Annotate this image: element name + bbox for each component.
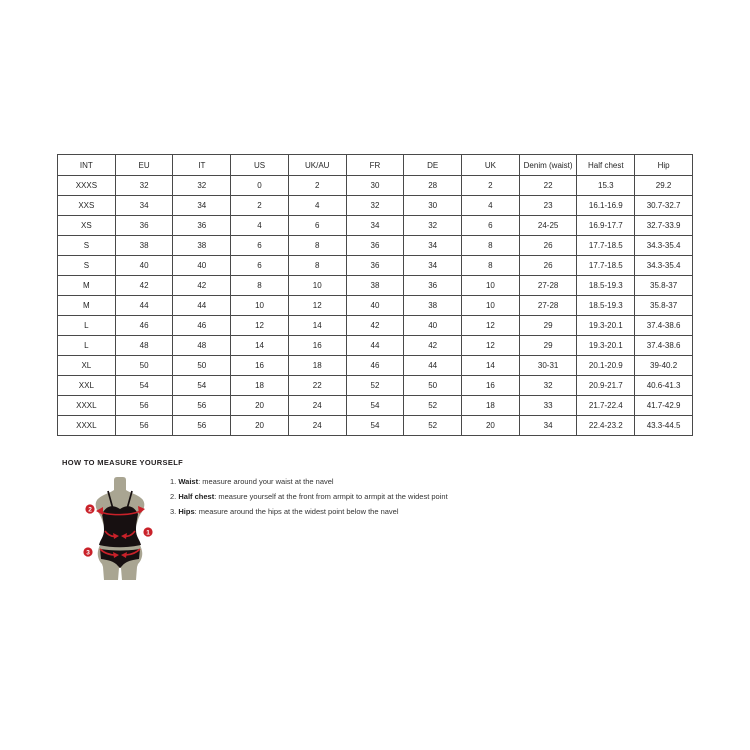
size-cell: 16.1-16.9	[577, 196, 635, 216]
size-cell: 30	[346, 176, 404, 196]
size-row	[58, 336, 693, 356]
size-cell: 10	[462, 296, 520, 316]
measure-step-2	[170, 489, 480, 504]
size-cell: 8	[462, 236, 520, 256]
size-cell: 18	[462, 396, 520, 416]
size-cell: 50	[173, 356, 231, 376]
size-cell: 43.3-44.5	[635, 416, 693, 436]
size-cell: 40	[346, 296, 404, 316]
size-cell: 10	[288, 276, 346, 296]
size-cell: 38	[404, 296, 462, 316]
size-cell: 56	[115, 396, 173, 416]
column-header: Half chest	[577, 155, 635, 176]
size-cell: 24	[288, 396, 346, 416]
column-header: INT	[58, 155, 116, 176]
svg-text:2: 2	[88, 506, 92, 514]
size-cell: 2	[231, 196, 289, 216]
size-cell: 20.1-20.9	[577, 356, 635, 376]
column-header: Denim (waist)	[519, 155, 577, 176]
column-header: UK/AU	[288, 155, 346, 176]
size-cell: 40	[404, 316, 462, 336]
size-cell: 36	[173, 216, 231, 236]
size-row	[58, 416, 693, 436]
size-cell: 22	[288, 376, 346, 396]
size-cell: 20	[231, 396, 289, 416]
size-cell: 10	[462, 276, 520, 296]
size-cell: S	[58, 236, 116, 256]
size-cell: 24	[288, 416, 346, 436]
size-cell: 30-31	[519, 356, 577, 376]
size-cell: 34.3-35.4	[635, 256, 693, 276]
size-cell: 41.7-42.9	[635, 396, 693, 416]
size-cell: 46	[115, 316, 173, 336]
measure-marker-2	[85, 504, 94, 513]
size-cell: 28	[404, 176, 462, 196]
size-cell: 44	[115, 296, 173, 316]
step-number: 1.	[170, 477, 177, 486]
size-cell: 34.3-35.4	[635, 236, 693, 256]
size-table-body	[58, 176, 693, 436]
size-cell: 16	[288, 336, 346, 356]
mannequin-figure	[70, 464, 170, 584]
size-cell: L	[58, 336, 116, 356]
step-number: 3.	[170, 507, 177, 516]
step-term: Half chest	[178, 492, 215, 501]
size-cell: M	[58, 296, 116, 316]
size-cell: 50	[115, 356, 173, 376]
size-cell: 29	[519, 316, 577, 336]
size-cell: 32	[173, 176, 231, 196]
measure-marker-3	[83, 547, 92, 556]
size-cell: 4	[462, 196, 520, 216]
size-cell: 20	[231, 416, 289, 436]
size-cell: 16.9-17.7	[577, 216, 635, 236]
size-cell: 18	[231, 376, 289, 396]
size-cell: 16	[231, 356, 289, 376]
size-row	[58, 276, 693, 296]
mannequin-illustration	[70, 464, 170, 584]
size-row	[58, 216, 693, 236]
svg-text:3: 3	[86, 549, 90, 557]
size-cell: 44	[346, 336, 404, 356]
size-cell: 14	[288, 316, 346, 336]
size-cell: 42	[346, 316, 404, 336]
size-cell: 32	[519, 376, 577, 396]
size-cell: 36	[346, 256, 404, 276]
size-cell: 26	[519, 236, 577, 256]
size-cell: 8	[288, 236, 346, 256]
size-conversion-table	[57, 154, 693, 436]
size-cell: 52	[404, 396, 462, 416]
size-cell: 54	[115, 376, 173, 396]
size-row	[58, 396, 693, 416]
size-cell: XXL	[58, 376, 116, 396]
size-cell: 34	[519, 416, 577, 436]
column-header: US	[231, 155, 289, 176]
size-cell: 34	[346, 216, 404, 236]
size-cell: 54	[346, 396, 404, 416]
size-cell: 18.5-19.3	[577, 296, 635, 316]
size-cell: 12	[231, 316, 289, 336]
size-cell: 2	[288, 176, 346, 196]
size-cell: 17.7-18.5	[577, 256, 635, 276]
size-cell: S	[58, 256, 116, 276]
column-header: IT	[173, 155, 231, 176]
size-cell: 8	[462, 256, 520, 276]
size-cell: 20.9-21.7	[577, 376, 635, 396]
column-header: UK	[462, 155, 520, 176]
step-text: : measure yourself at the front from armpit to armpit at the widest point	[214, 492, 448, 501]
size-cell: 42	[173, 276, 231, 296]
size-cell: 42	[404, 336, 462, 356]
size-cell: 4	[288, 196, 346, 216]
size-cell: 39-40.2	[635, 356, 693, 376]
size-cell: 48	[115, 336, 173, 356]
size-cell: 17.7-18.5	[577, 236, 635, 256]
size-cell: 32	[346, 196, 404, 216]
size-cell: 12	[462, 316, 520, 336]
size-cell: 50	[404, 376, 462, 396]
size-cell: 37.4-38.6	[635, 336, 693, 356]
size-cell: 48	[173, 336, 231, 356]
size-cell: 38	[346, 276, 404, 296]
size-row	[58, 256, 693, 276]
size-cell: 24-25	[519, 216, 577, 236]
measure-step-3	[170, 504, 480, 519]
size-cell: 26	[519, 256, 577, 276]
size-cell: 40	[115, 256, 173, 276]
size-cell: 40	[173, 256, 231, 276]
size-cell: 34	[173, 196, 231, 216]
size-cell: 22	[519, 176, 577, 196]
step-term: Hips	[178, 507, 195, 516]
size-cell: 52	[404, 416, 462, 436]
measure-marker-1	[143, 527, 152, 536]
size-row	[58, 296, 693, 316]
size-cell: 36	[346, 236, 404, 256]
column-header: EU	[115, 155, 173, 176]
size-row	[58, 236, 693, 256]
size-row	[58, 376, 693, 396]
size-cell: 36	[404, 276, 462, 296]
size-cell: 37.4-38.6	[635, 316, 693, 336]
size-cell: 56	[115, 416, 173, 436]
size-cell: 46	[173, 316, 231, 336]
size-cell: 8	[288, 256, 346, 276]
size-cell: 40.6-41.3	[635, 376, 693, 396]
size-cell: 54	[346, 416, 404, 436]
size-cell: 34	[115, 196, 173, 216]
size-cell: 23	[519, 196, 577, 216]
size-cell: XXXL	[58, 396, 116, 416]
size-cell: 18	[288, 356, 346, 376]
size-cell: 14	[231, 336, 289, 356]
size-row	[58, 176, 693, 196]
size-cell: 44	[173, 296, 231, 316]
size-cell: 38	[115, 236, 173, 256]
size-cell: 56	[173, 416, 231, 436]
size-cell: 30.7-32.7	[635, 196, 693, 216]
size-cell: 14	[462, 356, 520, 376]
size-cell: 52	[346, 376, 404, 396]
size-cell: 22.4-23.2	[577, 416, 635, 436]
size-cell: 0	[231, 176, 289, 196]
size-cell: 6	[288, 216, 346, 236]
size-cell: L	[58, 316, 116, 336]
step-number: 2.	[170, 492, 177, 501]
size-cell: 29	[519, 336, 577, 356]
size-cell: 18.5-19.3	[577, 276, 635, 296]
svg-text:1: 1	[146, 529, 150, 537]
size-cell: 32	[404, 216, 462, 236]
size-cell: M	[58, 276, 116, 296]
size-cell: 30	[404, 196, 462, 216]
size-cell: 54	[173, 376, 231, 396]
step-text: : measure around the hips at the widest point below the navel	[194, 507, 399, 516]
measure-instructions	[170, 474, 480, 519]
measure-section-title: HOW TO MEASURE YOURSELF	[62, 458, 184, 467]
size-cell: XXXL	[58, 416, 116, 436]
step-term: Waist	[178, 477, 199, 486]
size-row	[58, 196, 693, 216]
column-header: DE	[404, 155, 462, 176]
size-cell: 12	[462, 336, 520, 356]
size-row	[58, 356, 693, 376]
size-cell: XXS	[58, 196, 116, 216]
column-header: FR	[346, 155, 404, 176]
size-cell: XL	[58, 356, 116, 376]
size-cell: 4	[231, 216, 289, 236]
size-cell: 35.8-37	[635, 276, 693, 296]
size-row	[58, 316, 693, 336]
size-cell: 8	[231, 276, 289, 296]
size-cell: 38	[173, 236, 231, 256]
size-cell: 33	[519, 396, 577, 416]
size-cell: 6	[231, 236, 289, 256]
size-table-header	[58, 155, 693, 176]
column-header: Hip	[635, 155, 693, 176]
size-cell: 6	[462, 216, 520, 236]
size-cell: 34	[404, 236, 462, 256]
size-cell: 15.3	[577, 176, 635, 196]
size-cell: 19.3-20.1	[577, 336, 635, 356]
size-cell: 16	[462, 376, 520, 396]
size-cell: 20	[462, 416, 520, 436]
size-cell: 56	[173, 396, 231, 416]
step-text: : measure around your waist at the navel	[198, 477, 334, 486]
size-cell: 36	[115, 216, 173, 236]
measure-step-1	[170, 474, 480, 489]
size-cell: 6	[231, 256, 289, 276]
size-cell: 44	[404, 356, 462, 376]
size-cell: 19.3-20.1	[577, 316, 635, 336]
size-cell: 21.7-22.4	[577, 396, 635, 416]
size-cell: 10	[231, 296, 289, 316]
size-cell: 29.2	[635, 176, 693, 196]
size-cell: 27-28	[519, 296, 577, 316]
header-row	[58, 155, 693, 176]
size-cell: 32.7-33.9	[635, 216, 693, 236]
size-cell: 27-28	[519, 276, 577, 296]
size-cell: 42	[115, 276, 173, 296]
size-cell: 34	[404, 256, 462, 276]
size-cell: XXXS	[58, 176, 116, 196]
size-cell: 35.8-37	[635, 296, 693, 316]
size-cell: 32	[115, 176, 173, 196]
size-cell: 12	[288, 296, 346, 316]
size-cell: 46	[346, 356, 404, 376]
size-cell: 2	[462, 176, 520, 196]
size-cell: XS	[58, 216, 116, 236]
